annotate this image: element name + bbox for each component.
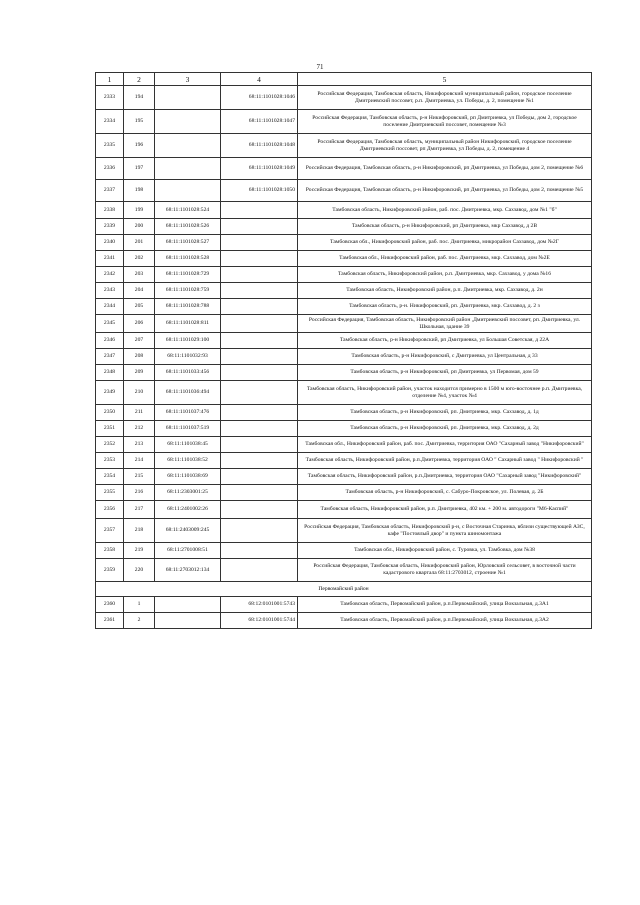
cell-col-1: 2360 [96, 597, 124, 613]
cell-col-2: 2 [124, 613, 155, 629]
cell-col-1: 2335 [96, 134, 124, 158]
cell-col-4: 68:12:0101001:5744 [221, 613, 298, 629]
cell-col-1: 2358 [96, 543, 124, 559]
table-row [96, 158, 592, 180]
cell-col-2: 204 [124, 283, 155, 299]
cell-col-2: 201 [124, 235, 155, 251]
cell-col-5: Тамбовская область, Никифоровский район, р.п. Дмитриевка, мкр. Сахзавод, д. 2н [298, 283, 592, 299]
cell-col-3: 68:11:1101038:45 [155, 437, 221, 453]
table-row [96, 421, 592, 437]
cell-col-2: 212 [124, 421, 155, 437]
cell-col-3: 68:11:1101028:729 [155, 267, 221, 283]
table-row [96, 349, 592, 365]
cell-col-2: 207 [124, 333, 155, 349]
table-row [96, 219, 592, 235]
cell-col-3: 68:11:1101036:494 [155, 381, 221, 405]
cell-col-2: 216 [124, 485, 155, 501]
section-title: Первомайский район [96, 582, 592, 597]
cell-col-3: 68:11:1101038:69 [155, 469, 221, 485]
cell-col-5: Тамбовская область, р-н Никифоровский, рп Дмитриевка, мкр Сахзавод, д 2В [298, 219, 592, 235]
cell-col-5: Российская Федерация, Тамбовская область, р-н Никифоровский, рп Дмитриевка, ул Победы, дом 2, помещение №6 [298, 158, 592, 180]
cell-col-4 [221, 315, 298, 333]
table-row [96, 405, 592, 421]
cell-col-5: Российская Федерация, Тамбовская область, Никифоровский р-н, с Восточная Старинка, вблизи существующей АЗС, кафе "Постоялый двор" и пункта шиномонтажа [298, 519, 592, 543]
cell-col-3: 68:11:1101038:52 [155, 453, 221, 469]
cell-col-2: 194 [124, 86, 155, 110]
cell-col-5: Тамбовская обл., Никифоровский район, раб. пос. Дмитриевка, микрорайон Сахзавод, дом №2Г [298, 235, 592, 251]
table-row [96, 110, 592, 134]
cell-col-5: Тамбовская область, р-н Никифоровский, рп. Дмитриевка, мкр. Сахзавод, д. 1д [298, 405, 592, 421]
cell-col-5: Тамбовская область, Никифоровский район, участок находится примерно в 1500 м юго-восточнее р.п. Дмитриевка, отделение №4, участок №4 [298, 381, 592, 405]
cell-col-2: 200 [124, 219, 155, 235]
cell-col-1: 2338 [96, 202, 124, 219]
cell-col-5: Российская Федерация, Тамбовская область, Никифоровский район ,Дмитриевский поссовет, рп. Дмитриевка, ул. Школьная, здание 39 [298, 315, 592, 333]
table-row [96, 365, 592, 381]
cell-col-3: 68:11:2401002:26 [155, 501, 221, 519]
cell-col-3 [155, 110, 221, 134]
cell-col-2: 215 [124, 469, 155, 485]
table-row [96, 543, 592, 559]
cell-col-5: Российская Федерация, Тамбовская область, р-н Никифоровский, рп Дмитриевка, ул Победы, дом 2, городское поселение Дмитриевский поссовет, помещение №3 [298, 110, 592, 134]
cell-col-1: 2350 [96, 405, 124, 421]
cell-col-3: 68:11:1101028:528 [155, 251, 221, 267]
cell-col-5: Тамбовская область, Никифоровский район, р.п.Дмитриевка, территория ОАО " Сахарный завод " Никифоровский " [298, 453, 592, 469]
cell-col-1: 2341 [96, 251, 124, 267]
cell-col-1: 2354 [96, 469, 124, 485]
cell-col-3: 68:11:1101028:527 [155, 235, 221, 251]
cell-col-4: 68:11:1101028:1048 [221, 134, 298, 158]
cell-col-2: 197 [124, 158, 155, 180]
cell-col-4 [221, 267, 298, 283]
cell-col-5: Тамбовская область, р-н Никифоровский, с. Сабуро-Покровское, ул. Полевая, д. 2Б [298, 485, 592, 501]
cell-col-4 [221, 219, 298, 235]
header-col-4: 4 [221, 73, 298, 86]
cell-col-2: 211 [124, 405, 155, 421]
cell-col-1: 2345 [96, 315, 124, 333]
cell-col-4: 68:11:1101028:1047 [221, 110, 298, 134]
cell-col-4 [221, 333, 298, 349]
cell-col-4 [221, 469, 298, 485]
cell-col-4: 68:11:1101028:1046 [221, 86, 298, 110]
cell-col-4: 68:11:1101028:1049 [221, 158, 298, 180]
cell-col-2: 196 [124, 134, 155, 158]
table-row [96, 613, 592, 629]
cell-col-3: 68:11:1101028:759 [155, 283, 221, 299]
cell-col-3: 68:11:2303001:25 [155, 485, 221, 501]
table-row [96, 283, 592, 299]
cell-col-5: Тамбовская обл., Никифоровский район, раб. пос. Дмитриевка, мкр. Сахзавод, дом №2Е [298, 251, 592, 267]
cell-col-1: 2357 [96, 519, 124, 543]
table-row [96, 315, 592, 333]
cell-col-5: Российская Федерация, Тамбовская область, Никифоровский район, Юрловский сельсовет, в восточной части кадастрового квартала 68:11:2703012, строение №1 [298, 559, 592, 582]
cell-col-4 [221, 421, 298, 437]
cell-col-1: 2352 [96, 437, 124, 453]
table-row [96, 333, 592, 349]
cell-col-1: 2355 [96, 485, 124, 501]
cell-col-5: Тамбовская область, Никифоровский район, раб. пос. Дмитриевка, мкр. Сахзавод, дом №1 "б" [298, 202, 592, 219]
cell-col-5: Российская Федерация, Тамбовская область, р-н Никифоровский, рп Дмитриевка, ул Победы, дом 2, помещение №5 [298, 180, 592, 202]
cell-col-4 [221, 543, 298, 559]
cell-col-1: 2361 [96, 613, 124, 629]
table-row [96, 469, 592, 485]
table-row [96, 501, 592, 519]
cell-col-5: Тамбовская область, р-н Никифоровский, рп. Дмитриевка, мкр. Сахзавод, д. 2д [298, 421, 592, 437]
cell-col-1: 2342 [96, 267, 124, 283]
table-row [96, 251, 592, 267]
table-row [96, 134, 592, 158]
cell-col-2: 199 [124, 202, 155, 219]
cell-col-1: 2359 [96, 559, 124, 582]
cell-col-2: 218 [124, 519, 155, 543]
table-row [96, 86, 592, 110]
table-row [96, 485, 592, 501]
cell-col-1: 2344 [96, 299, 124, 315]
cell-col-3: 68:11:2703012:134 [155, 559, 221, 582]
cell-col-4 [221, 202, 298, 219]
cell-col-5: Тамбовская область, р-н Никифоровский, рп Дмитриевка, ул Первомая, дом 59 [298, 365, 592, 381]
table-row [96, 299, 592, 315]
cell-col-3: 68:11:1101037:519 [155, 421, 221, 437]
header-row [96, 73, 592, 86]
cell-col-1: 2348 [96, 365, 124, 381]
table-row [96, 202, 592, 219]
header-col-3: 3 [155, 73, 221, 86]
cell-col-3: 68:11:1101028:524 [155, 202, 221, 219]
cell-col-3: 68:11:1101028:788 [155, 299, 221, 315]
cell-col-5: Тамбовская область, Никифоровский район, р.п.Дмитриевка, территория ОАО "Сахарный завод "Никифоровский" [298, 469, 592, 485]
cell-col-4 [221, 519, 298, 543]
section-row [96, 582, 592, 597]
cell-col-3 [155, 597, 221, 613]
cell-col-1: 2339 [96, 219, 124, 235]
cell-col-1: 2346 [96, 333, 124, 349]
cell-col-5: Российская Федерация, Тамбовская область, Никифоровский муниципальный район, городское поселение Дмитриевский поссовет, р.п. Дмитриевка, ул. Победы, д. 2, помещение №1 [298, 86, 592, 110]
cell-col-3 [155, 86, 221, 110]
cell-col-5: Тамбовская обл., Никифоровский район, с. Туровка, ул. Тамбовка, дом №38 [298, 543, 592, 559]
cell-col-1: 2337 [96, 180, 124, 202]
cell-col-3: 68:11:2701008:51 [155, 543, 221, 559]
table-row [96, 453, 592, 469]
cell-col-4 [221, 349, 298, 365]
cell-col-3: 68:11:1101037:476 [155, 405, 221, 421]
cell-col-4 [221, 453, 298, 469]
table-body [96, 86, 592, 582]
cell-col-2: 214 [124, 453, 155, 469]
table-row [96, 437, 592, 453]
cell-col-2: 205 [124, 299, 155, 315]
cell-col-3: 68:11:1101033:456 [155, 365, 221, 381]
cell-col-1: 2349 [96, 381, 124, 405]
cell-col-3: 68:11:1101032:93 [155, 349, 221, 365]
cell-col-1: 2333 [96, 86, 124, 110]
header-col-2: 2 [124, 73, 155, 86]
table-row [96, 267, 592, 283]
cell-col-2: 210 [124, 381, 155, 405]
cell-col-1: 2351 [96, 421, 124, 437]
table-row [96, 235, 592, 251]
cell-col-5: Тамбовская обл., Никифоровский район, раб. пос. Дмитриевка, территория ОАО "Сахарный завод "Никифоровский" [298, 437, 592, 453]
cell-col-5: Тамбовская область, р-н Никифоровский, с Дмитриевка, ул Центральная, д 33 [298, 349, 592, 365]
registry-table [95, 72, 592, 629]
cell-col-4 [221, 501, 298, 519]
cell-col-5: Российская Федерация, Тамбовская область, муниципальный район Никифоровский, городское поселение Дмитриевский поссовет, рп Дмитриевка, ул Победы, д. 2, помещение 4 [298, 134, 592, 158]
cell-col-2: 213 [124, 437, 155, 453]
cell-col-3: 68:11:1101029:100 [155, 333, 221, 349]
cell-col-1: 2353 [96, 453, 124, 469]
header-col-1: 1 [96, 73, 124, 86]
table-row [96, 597, 592, 613]
cell-col-2: 1 [124, 597, 155, 613]
cell-col-5: Тамбовская область, р-н. Никифоровский, рп. Дмитриевка, мкр. Сахзавод, д. 2 з [298, 299, 592, 315]
cell-col-2: 198 [124, 180, 155, 202]
cell-col-4 [221, 559, 298, 582]
cell-col-1: 2336 [96, 158, 124, 180]
page-number: 71 [316, 63, 324, 71]
cell-col-3 [155, 158, 221, 180]
cell-col-4 [221, 485, 298, 501]
cell-col-3: 68:11:1101028:526 [155, 219, 221, 235]
section-body [96, 582, 592, 597]
cell-col-1: 2343 [96, 283, 124, 299]
cell-col-4 [221, 437, 298, 453]
cell-col-3 [155, 613, 221, 629]
cell-col-2: 203 [124, 267, 155, 283]
cell-col-1: 2340 [96, 235, 124, 251]
cell-col-2: 219 [124, 543, 155, 559]
cell-col-4: 68:12:0101001:5743 [221, 597, 298, 613]
cell-col-4 [221, 299, 298, 315]
cell-col-1: 2356 [96, 501, 124, 519]
cell-col-3 [155, 134, 221, 158]
cell-col-4 [221, 405, 298, 421]
cell-col-2: 217 [124, 501, 155, 519]
cell-col-3 [155, 180, 221, 202]
cell-col-2: 195 [124, 110, 155, 134]
cell-col-2: 202 [124, 251, 155, 267]
cell-col-5: Тамбовская область, р-н Никифоровский, рп Дмитриевка, ул Большая Советская, д 22А [298, 333, 592, 349]
cell-col-2: 206 [124, 315, 155, 333]
table-row [96, 180, 592, 202]
cell-col-4 [221, 235, 298, 251]
table-row [96, 381, 592, 405]
table-row [96, 519, 592, 543]
cell-col-1: 2334 [96, 110, 124, 134]
cell-col-2: 220 [124, 559, 155, 582]
cell-col-5: Тамбовская область, Никифоровский район, р.п. Дмитриевка, мкр. Сахзавод, у дома №16 [298, 267, 592, 283]
cell-col-4 [221, 283, 298, 299]
cell-col-4: 68:11:1101028:1050 [221, 180, 298, 202]
cell-col-2: 208 [124, 349, 155, 365]
cell-col-5: Тамбовская область, Никифоровский район, р.п. Дмитриевка, 402 км. + 200 м. автодороги "М6-Каспий" [298, 501, 592, 519]
cell-col-4 [221, 381, 298, 405]
cell-col-4 [221, 365, 298, 381]
cell-col-1: 2347 [96, 349, 124, 365]
cell-col-5: Тамбовская область, Первомайский район, р.п.Первомайский, улица Вокзальная, д.3А2 [298, 613, 592, 629]
header-col-5: 5 [298, 73, 592, 86]
cell-col-2: 209 [124, 365, 155, 381]
cell-col-5: Тамбовская область, Первомайский район, р.п.Первомайский, улица Вокзальная, д.3А1 [298, 597, 592, 613]
cell-col-4 [221, 251, 298, 267]
section-table-body [96, 597, 592, 629]
cell-col-3: 68:11:2403009:245 [155, 519, 221, 543]
cell-col-3: 68:11:1101028:811 [155, 315, 221, 333]
table-row [96, 559, 592, 582]
